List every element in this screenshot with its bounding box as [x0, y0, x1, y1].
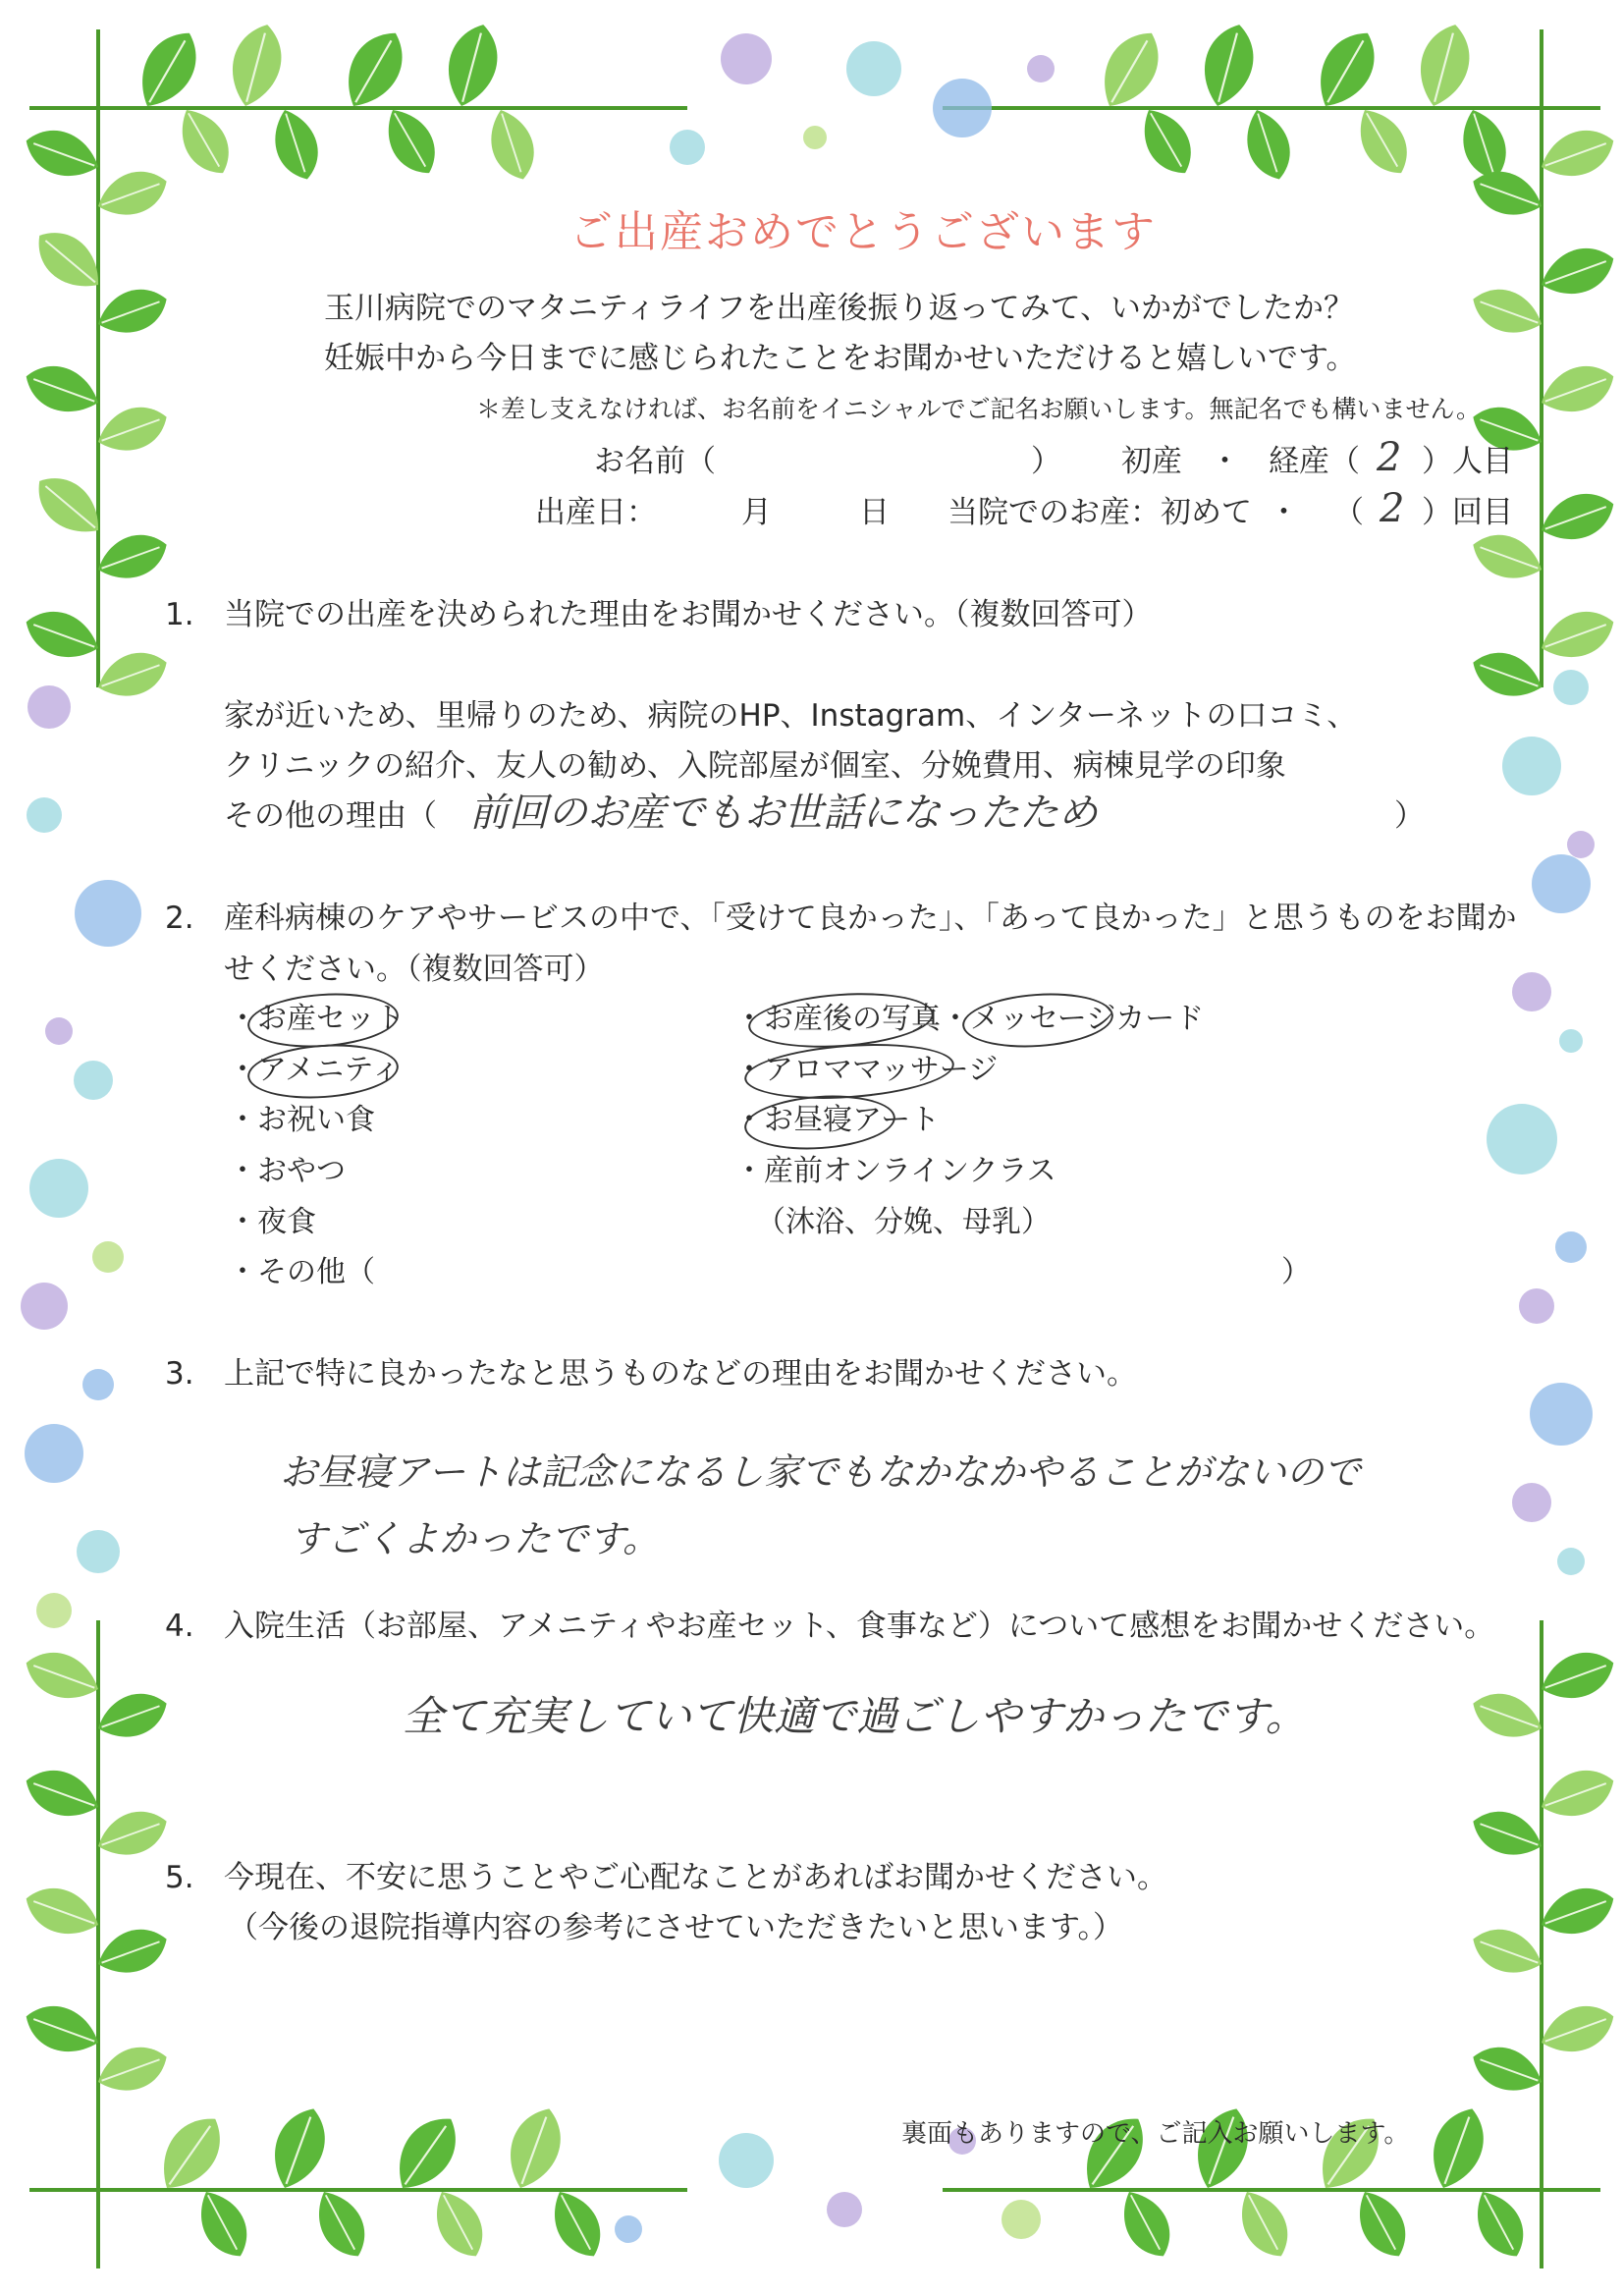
q2-option-other-close: ）: [1281, 1255, 1311, 1289]
decor-dot: [803, 126, 827, 149]
multi-birth-count-handwritten: 2: [1377, 435, 1402, 480]
leaf: [91, 2038, 174, 2101]
q1-options-line-2: クリニックの紹介、友人の勧め、入院部屋が個室、分娩費用、病棟見学の印象: [224, 748, 1286, 784]
leaf: [1465, 2182, 1535, 2266]
leaf: [1466, 525, 1548, 588]
birth-row-dot: ・: [1269, 495, 1299, 530]
leaf: [19, 1761, 105, 1828]
q2-question-line-2: せください。（複数回答可）: [224, 952, 605, 987]
decor-dot: [82, 1369, 114, 1400]
decor-dot: [615, 2215, 642, 2243]
decor-dot: [75, 880, 141, 947]
q2-question-line-1: 産科病棟のケアやサービスの中で、「受けて良かった」、「あって良かった」と思うものをお聞か: [224, 901, 1517, 936]
decor-dot: [27, 797, 62, 833]
decor-dot: [74, 1061, 113, 1100]
decor-dot: [846, 41, 901, 96]
q1-number: 1.: [165, 597, 194, 632]
q3-answer-line-1-handwritten: お昼寝アートは記念になるし家でもなかなかやることがないので: [280, 1450, 1361, 1494]
q3-question: 上記で特に良かったなと思うものなどの理由をお聞かせください。: [224, 1356, 1137, 1392]
decor-dot: [77, 1530, 120, 1573]
leaf: [19, 1643, 105, 1710]
leaf: [1305, 22, 1387, 118]
decor-dot: [721, 33, 772, 84]
leaf: [1535, 121, 1621, 188]
leaf: [263, 2101, 336, 2196]
leaf: [91, 280, 174, 343]
decor-dot: [1512, 972, 1551, 1011]
decor-dot: [1530, 1383, 1593, 1446]
leaf: [1111, 2182, 1181, 2266]
name-label: お名前（: [594, 444, 716, 479]
decor-dot: [1519, 1288, 1554, 1324]
page-title: ご出産おめでとうございます: [569, 207, 1157, 257]
q2-option-aroma-massage: ・アロママッサージ: [734, 1053, 999, 1087]
q1-other-label: その他の理由（: [224, 798, 437, 834]
leaf: [147, 2105, 234, 2202]
q5-number: 5.: [165, 1860, 194, 1895]
decor-dot: [1487, 1104, 1557, 1175]
q2-option-online-class: ・産前オンラインクラス: [734, 1154, 1056, 1188]
q5-question: 今現在、不安に思うことやご心配なことがあればお聞かせください。: [224, 1860, 1167, 1895]
leaf: [1466, 280, 1548, 343]
birth-date-label: 出産日：: [535, 495, 657, 530]
q2-number: 2.: [165, 901, 194, 936]
decor-dot: [827, 2192, 862, 2227]
decor-dot: [1001, 2200, 1041, 2239]
decor-dot: [27, 685, 71, 729]
leaf: [1535, 1643, 1621, 1710]
decor-dot: [1567, 831, 1595, 858]
leaf: [499, 2101, 571, 2196]
leaf: [1466, 1802, 1548, 1865]
leaf: [1535, 356, 1621, 423]
footer-note: 裏面もありますので、ご記入お願いします。: [901, 2119, 1410, 2149]
q4-question: 入院生活（お部屋、アメニティやお産セット、食事など）について感想をお聞かせください。: [224, 1609, 1495, 1644]
q2-option-nap-art: ・お昼寝アート: [734, 1103, 941, 1137]
decor-dot: [29, 1159, 88, 1218]
leaf: [1411, 19, 1478, 112]
q2-option-night-meal: ・夜食: [228, 1205, 316, 1239]
leaf: [375, 100, 447, 184]
birth-day-label: 日: [859, 495, 890, 530]
decor-dot: [933, 79, 992, 137]
birth-month-label: 月: [741, 495, 772, 530]
q2-option-photo-message-card: ・お産後の写真・メッセージカード: [734, 1002, 1205, 1036]
q2-option-online-class-sub: （沐浴、分娩、母乳）: [756, 1205, 1051, 1239]
decor-dot: [1532, 854, 1591, 913]
q2-option-celebration-meal: ・お祝い食: [228, 1103, 375, 1137]
leaf: [1466, 162, 1548, 225]
intro-note: ＊差し支えなければ、お名前をイニシャルでご記名お願いします。無記名でも構いません。: [476, 395, 1482, 423]
q2-option-snacks: ・おやつ: [228, 1154, 346, 1188]
leaf: [19, 121, 105, 188]
leaf: [1347, 2182, 1417, 2266]
leaf: [265, 104, 326, 186]
leaf: [1237, 104, 1298, 186]
decor-dot: [25, 1424, 83, 1483]
leaf: [542, 2182, 612, 2266]
times-count-handwritten: 2: [1380, 486, 1405, 531]
leaf: [1347, 100, 1419, 184]
here-birth-label: 当院でのお産：初めて: [947, 495, 1252, 530]
decor-dot: [1512, 1483, 1551, 1522]
leaf: [1535, 1879, 1621, 1945]
times-suffix: ）回目: [1422, 495, 1513, 530]
q4-answer-handwritten: 全て充実していて快適で過ごしやすかったです。: [403, 1692, 1307, 1740]
q4-number: 4.: [165, 1609, 194, 1644]
leaf: [1131, 100, 1203, 184]
leaf: [91, 162, 174, 225]
leaf: [19, 1996, 105, 2063]
leaf: [1466, 1920, 1548, 1983]
q1-other-answer-handwritten: 前回のお産でもお世話になったため: [469, 791, 1098, 836]
leaf: [91, 1684, 174, 1747]
leaf: [19, 1879, 105, 1945]
q1-other-close: ）: [1394, 798, 1425, 834]
leaf: [91, 1802, 174, 1865]
decor-dot: [45, 1017, 73, 1045]
leaf: [439, 19, 506, 112]
leaf: [333, 22, 415, 118]
intro-line-1: 玉川病院でのマタニティライフを出産後振り返ってみて、いかがでしたか？: [324, 291, 1355, 326]
decor-dot: [1027, 55, 1055, 82]
name-row-dot: ・: [1210, 444, 1240, 479]
leaf: [1535, 602, 1621, 669]
leaf: [1089, 22, 1171, 118]
leaf: [189, 2182, 258, 2266]
decor-dot: [719, 2133, 774, 2188]
q2-option-amenity: ・アメニティ: [228, 1053, 401, 1087]
leaf: [19, 602, 105, 669]
leaf: [91, 525, 174, 588]
leaf: [1466, 1684, 1548, 1747]
decor-dot: [1555, 1231, 1587, 1263]
q1-question: 当院での出産を決められた理由をお聞かせください。（複数回答可）: [224, 597, 1153, 632]
leaf: [127, 22, 209, 118]
name-close: ）: [1031, 444, 1061, 479]
leaf: [1466, 2038, 1548, 2101]
decor-dot: [1553, 670, 1589, 705]
leaf: [1535, 1996, 1621, 2063]
intro-line-2: 妊娠中から今日までに感じられたことをお聞かせいただけると嬉しいです。: [324, 341, 1357, 376]
multi-birth-label: 経産（: [1269, 444, 1360, 479]
leaf: [223, 19, 290, 112]
leaf: [424, 2182, 494, 2266]
leaf: [169, 100, 241, 184]
q2-option-other: ・その他（: [228, 1255, 375, 1289]
q1-options-line-1: 家が近いため、里帰りのため、病院のHP、Instagram、インターネットの口コミ、: [224, 698, 1358, 734]
leaf: [383, 2105, 469, 2202]
times-open: （: [1333, 495, 1364, 530]
leaf: [91, 643, 174, 706]
q5-subtext: （今後の退院指導内容の参考にさせていただきたいと思います。）: [228, 1910, 1124, 1945]
q3-number: 3.: [165, 1356, 194, 1392]
leaf: [19, 356, 105, 423]
decor-dot: [92, 1241, 124, 1273]
leaf: [481, 104, 542, 186]
decor-dot: [1559, 1029, 1583, 1053]
decor-dot: [1557, 1548, 1585, 1575]
leaf: [1229, 2182, 1299, 2266]
decor-dot: [1502, 737, 1561, 795]
decor-dot: [670, 130, 705, 165]
leaf: [91, 398, 174, 461]
decor-dot: [36, 1593, 72, 1628]
decor-dot: [21, 1283, 68, 1330]
first-birth-label: 初産: [1121, 444, 1182, 479]
leaf: [1195, 19, 1262, 112]
leaf: [1466, 643, 1548, 706]
leaf: [306, 2182, 376, 2266]
leaf: [1535, 239, 1621, 305]
q2-option-birth-set: ・お産セット: [228, 1002, 405, 1036]
q3-answer-line-2-handwritten: すごくよかったです。: [290, 1517, 660, 1560]
leaf: [1535, 1761, 1621, 1828]
leaf: [1535, 484, 1621, 551]
multi-birth-suffix: ）人目: [1422, 444, 1513, 479]
leaf: [91, 1920, 174, 1983]
leaf: [1422, 2101, 1494, 2196]
